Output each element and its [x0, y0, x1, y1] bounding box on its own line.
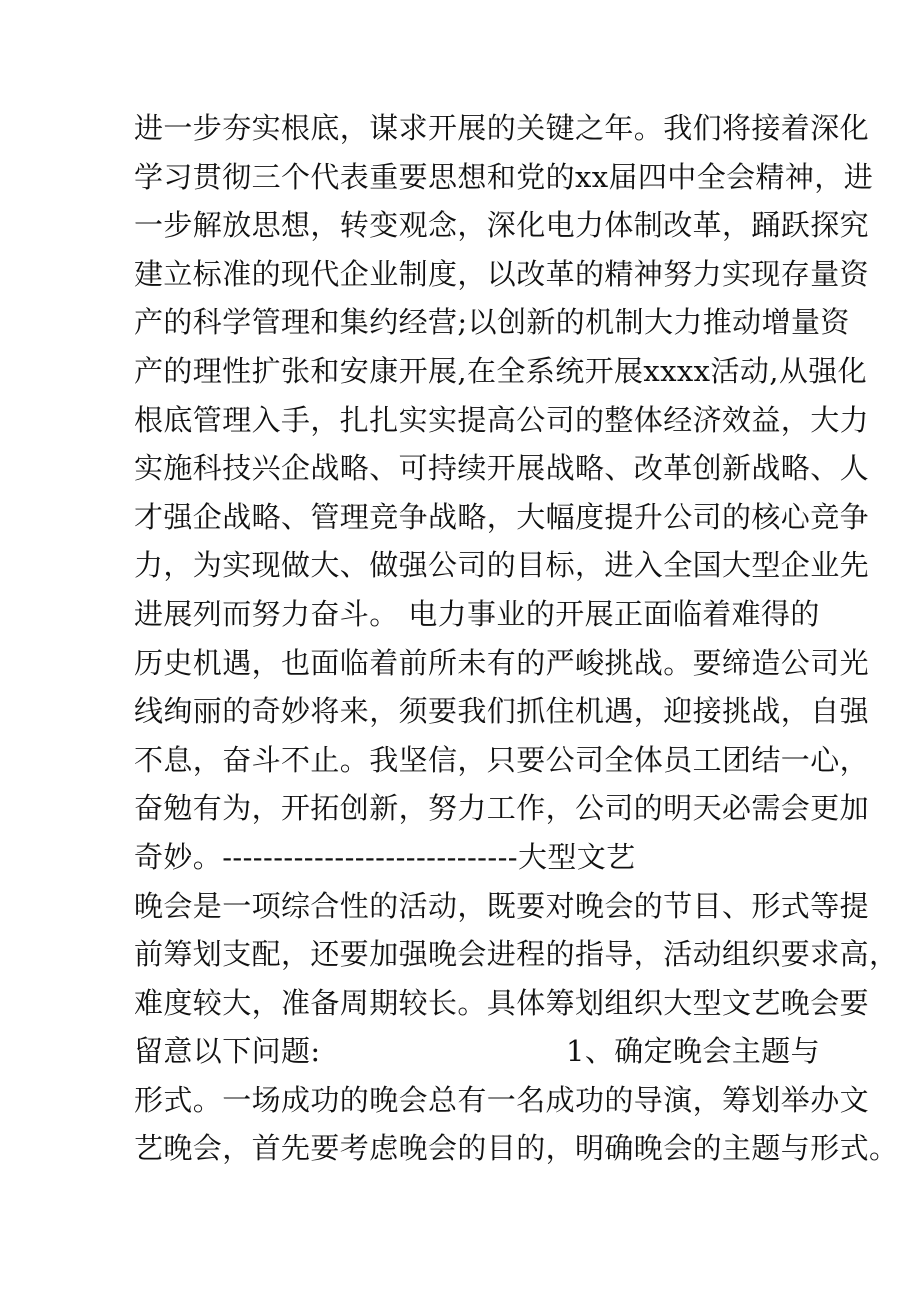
text-line: 历史机遇，也面临着前所未有的严峻挑战。要缔造公司光 [134, 645, 870, 680]
text-line: 才强企战略、管理竞争战略，大幅度提升公司的核心竞争 [134, 499, 870, 534]
text-line: 前筹划支配，还要加强晚会进程的指导，活动组织要求高， [134, 937, 899, 972]
text-line: 根底管理入手，扎扎实实提高公司的整体经济效益，大力 [134, 402, 870, 437]
document-body [134, 104, 899, 1173]
text-line: 奋勉有为，开拓创新，努力工作，公司的明天必需会更加 [134, 791, 870, 826]
text-line: 产的科学管理和集约经营;以创新的机制大力推动增量资 [134, 305, 850, 340]
text-line: 难度较大，准备周期较长。具体筹划组织大型文艺晚会要 [134, 985, 870, 1020]
text-line: 艺晚会，首先要考虑晚会的目的，明确晚会的主题与形式。 [134, 1131, 899, 1166]
text-line: 线绚丽的奇妙将来，须要我们抓住机遇，迎接挑战，自强 [134, 694, 870, 729]
text-line: 学习贯彻三个代表重要思想和党的xx届四中全会精神，进 [134, 159, 874, 194]
text-line: 进展列而努力奋斗。 电力事业的开展正面临着难得的 [134, 596, 820, 631]
text-line: 进一步夯实根底，谋求开展的关键之年。我们将接着深化 [134, 111, 870, 145]
text-line: 建立标准的现代企业制度，以改革的精神努力实现存量资 [134, 256, 870, 291]
text-line: 产的理性扩张和安康开展,在全系统开展xxxx活动,从强化 [134, 353, 868, 388]
text-line: 奇妙。-----------------------------大型文艺 [134, 839, 636, 874]
text-line: 不息，奋斗不止。我坚信，只要公司全体员工团结一心， [134, 742, 870, 777]
text-line: 力，为实现做大、做强公司的目标，进入全国大型企业先 [134, 548, 870, 583]
text-line-left: 留意以下问题: [134, 1034, 321, 1069]
text-line: 晚会是一项综合性的活动，既要对晚会的节目、形式等提 [134, 888, 870, 923]
text-line: 形式。一场成功的晚会总有一名成功的导演，筹划举办文 [134, 1082, 870, 1117]
text-line-right: 1、确定晚会主题与 [566, 1034, 821, 1069]
text-line-split [134, 1027, 821, 1076]
text-line: 实施科技兴企战略、可持续开展战略、改革创新战略、人 [134, 451, 870, 486]
text-line: 一步解放思想，转变观念，深化电力体制改革，踊跃探究 [134, 208, 870, 243]
